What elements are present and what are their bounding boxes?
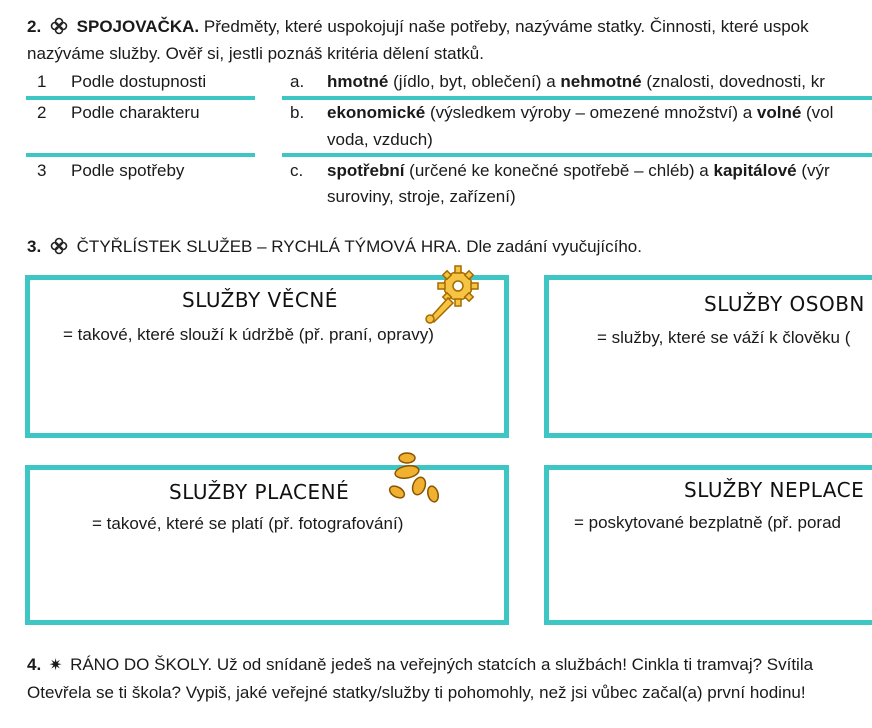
box-4-desc: = poskytované bezplatně (př. porad xyxy=(574,513,841,532)
section3-number: 3. xyxy=(27,237,42,256)
divider-left-2 xyxy=(26,153,255,157)
row-3-text xyxy=(327,161,830,181)
row-3-label: Podle spotřeby xyxy=(71,161,185,180)
section3-text: Dle zadání vyučujícího. xyxy=(466,237,642,256)
text-segment: (vol xyxy=(801,103,834,122)
coins-icon xyxy=(385,450,443,504)
row-3-letter: c. xyxy=(290,161,304,180)
box-2-desc: = služby, které se váží k člověku ( xyxy=(597,328,851,347)
box-1-desc: = takové, které slouží k údržbě (př. praní, opravy) xyxy=(63,325,434,344)
row-1-text xyxy=(327,72,825,92)
divider-right-1 xyxy=(282,96,872,100)
row-2-num: 2 xyxy=(37,103,47,122)
bold-term: nehmotné xyxy=(560,72,642,91)
text-segment: (znalosti, dovednosti, kr xyxy=(641,72,825,91)
divider-right-2 xyxy=(282,153,872,157)
section2-text-line2: nazýváme služby. Ověř si, jestli poznáš kritéria dělení statků. xyxy=(27,44,484,63)
section2-title: SPOJOVAČKA. xyxy=(76,17,200,36)
text-segment: (výr xyxy=(796,161,830,180)
section3-title: ČTYŘLÍSTEK SLUŽEB – RYCHLÁ TÝMOVÁ HRA. xyxy=(76,237,462,256)
clover-icon xyxy=(50,17,68,40)
row-1-letter: a. xyxy=(290,72,305,91)
wrench-gear-icon xyxy=(418,262,486,326)
section4-title: RÁNO DO ŠKOLY. xyxy=(70,655,213,674)
section4-number: 4. xyxy=(27,655,42,674)
box-1-title: SLUŽBY VĚCNÉ xyxy=(182,288,338,312)
row-2-text xyxy=(327,103,833,123)
clover-icon xyxy=(50,237,68,260)
box-3-title: SLUŽBY PLACENÉ xyxy=(169,480,350,504)
box-2-title: SLUŽBY OSOBN xyxy=(704,292,865,316)
text-segment: (jídlo, byt, oblečení) a xyxy=(388,72,561,91)
box-3-desc: = takové, které se platí (př. fotografování) xyxy=(92,514,404,533)
box-4-title: SLUŽBY NEPLACE xyxy=(684,478,865,502)
bold-term: hmotné xyxy=(327,72,389,91)
row-1-label: Podle dostupnosti xyxy=(71,72,207,91)
text-segment: (určené ke konečné spotřebě – chléb) a xyxy=(404,161,714,180)
row-2-letter: b. xyxy=(290,103,305,122)
row-1-num: 1 xyxy=(37,72,47,91)
section4-text-line2: Otevřela se ti škola? Vypiš, jaké veřejné statky/služby ti pohomohly, než jsi vůbec začal(a) první hodinu! xyxy=(27,683,806,702)
bold-term: spotřební xyxy=(327,161,405,180)
section2-text-line1: Předměty, které uspokojují naše potřeby, nazýváme statky. Činnosti, které uspok xyxy=(203,17,809,36)
row-3-text-cont xyxy=(327,187,516,207)
row-2-text-cont xyxy=(327,130,433,150)
bold-term: volné xyxy=(756,103,802,122)
section2-header xyxy=(27,17,809,40)
section4-header xyxy=(27,655,813,675)
text-segment: (výsledkem výroby – omezené množství) a xyxy=(425,103,757,122)
bold-term: ekonomické xyxy=(327,103,426,122)
sun-icon: ✷ xyxy=(48,657,63,674)
row-3-num: 3 xyxy=(37,161,47,180)
text-segment: suroviny, stroje, zařízení) xyxy=(327,187,516,206)
text-segment: voda, vzduch) xyxy=(327,130,433,149)
section3-header xyxy=(27,237,642,260)
section4-text-line1: Už od snídaně jedeš na veřejných statcích a službách! Cinkla ti tramvaj? Svítila xyxy=(216,655,814,674)
row-2-label: Podle charakteru xyxy=(71,103,200,122)
divider-left-1 xyxy=(26,96,255,100)
section2-number: 2. xyxy=(27,17,42,36)
bold-term: kapitálové xyxy=(713,161,797,180)
